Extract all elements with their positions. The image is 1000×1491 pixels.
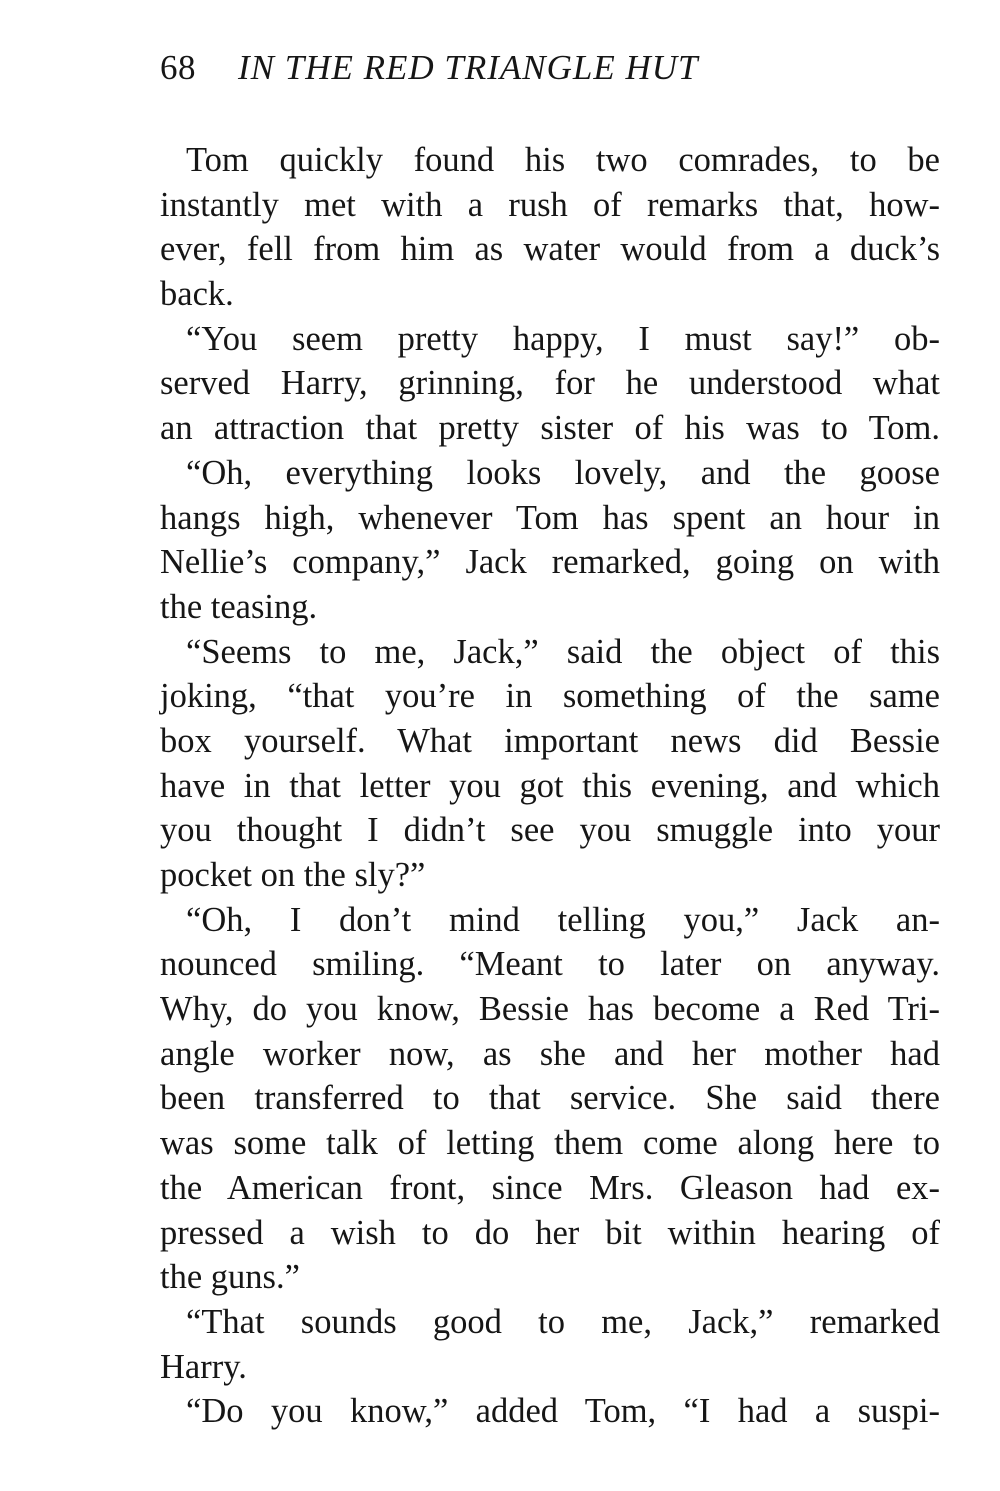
text-line: served Harry, grinning, for he understood what bbox=[160, 364, 940, 403]
text-line: an attraction that pretty sister of his was to Tom. bbox=[160, 409, 940, 448]
running-header bbox=[160, 40, 940, 96]
text-line: was some talk of letting them come along here to bbox=[160, 1124, 940, 1163]
text-line: the teasing. bbox=[160, 587, 318, 626]
text-line: pressed a wish to do her bit within hearing of bbox=[160, 1213, 940, 1252]
running-title: IN THE RED TRIANGLE HUT bbox=[238, 48, 699, 87]
text-line: box yourself. What important news did Bessie bbox=[160, 721, 940, 760]
text-line: you thought I didn’t see you smuggle into your bbox=[160, 811, 940, 850]
text-line: the American front, since Mrs. Gleason had ex- bbox=[160, 1168, 940, 1207]
text-line: “Seems to me, Jack,” said the object of this bbox=[186, 632, 940, 671]
text-line: Why, do you know, Bessie has become a Red Tri- bbox=[160, 990, 940, 1029]
text-line: joking, “that you’re in something of the same bbox=[160, 677, 940, 716]
text-line: nounced smiling. “Meant to later on anyway. bbox=[160, 945, 940, 984]
text-line: ever, fell from him as water would from a duck’s bbox=[160, 230, 940, 269]
page-number: 68 bbox=[160, 48, 196, 87]
text-line: been transferred to that service. She said there bbox=[160, 1079, 940, 1118]
text-line: “Do you know,” added Tom, “I had a suspi- bbox=[186, 1392, 940, 1431]
text-line: “Oh, everything looks lovely, and the goose bbox=[186, 453, 940, 492]
text-line: Tom quickly found his two comrades, to be bbox=[186, 141, 940, 179]
body-text bbox=[160, 138, 940, 1434]
text-line: hangs high, whenever Tom has spent an hour in bbox=[160, 498, 940, 537]
text-line: “That sounds good to me, Jack,” remarked bbox=[186, 1302, 940, 1341]
text-line: Nellie’s company,” Jack remarked, going on with bbox=[160, 543, 940, 582]
text-line: instantly met with a rush of remarks that, how- bbox=[160, 185, 940, 224]
text-line: “You seem pretty happy, I must say!” ob- bbox=[186, 319, 940, 358]
text-line: pocket on the sly?” bbox=[160, 856, 426, 894]
text-line: the guns.” bbox=[160, 1258, 300, 1297]
text-line: angle worker now, as she and her mother had bbox=[160, 1034, 940, 1073]
text-line: have in that letter you got this evening, and which bbox=[160, 766, 940, 805]
text-line: Harry. bbox=[160, 1347, 247, 1386]
text-line: back. bbox=[160, 275, 234, 314]
text-line: “Oh, I don’t mind telling you,” Jack an- bbox=[186, 900, 940, 939]
